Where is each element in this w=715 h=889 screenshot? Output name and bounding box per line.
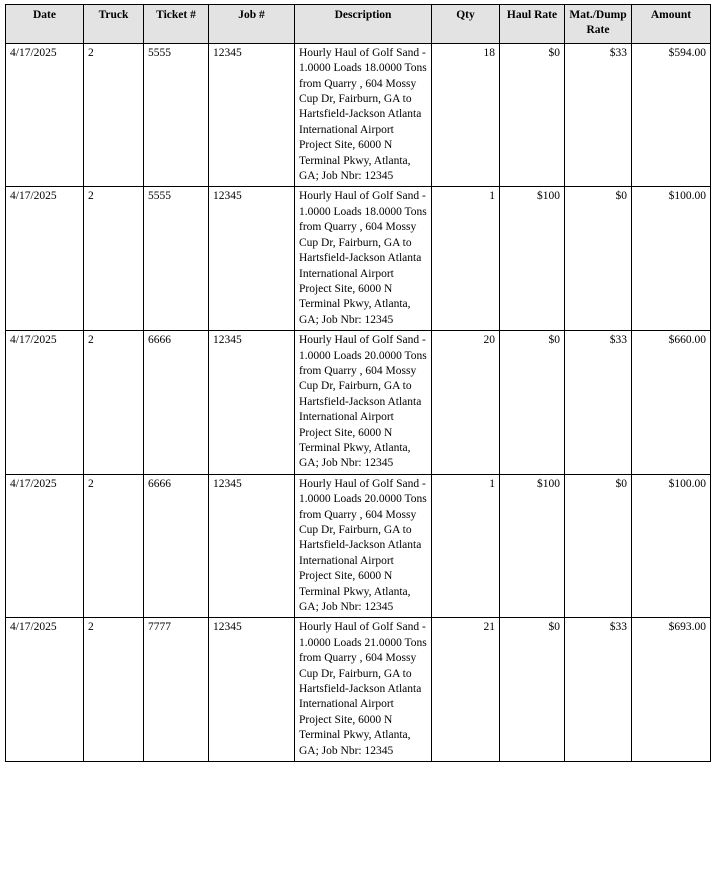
cell-amount: $100.00 (632, 187, 711, 331)
cell-truck: 2 (84, 618, 144, 762)
cell-mat-dump-rate: $0 (565, 474, 632, 618)
cell-description: Hourly Haul of Golf Sand - 1.0000 Loads 18.0000 Tons from Quarry , 604 Mossy Cup Dr, Fairburn, GA to Hartsfield-Jackson Atlanta International Airport Project Site, 6000 N Terminal Pkwy, Atlanta, GA; Job Nbr: 12345 (295, 187, 432, 331)
cell-description: Hourly Haul of Golf Sand - 1.0000 Loads 18.0000 Tons from Quarry , 604 Mossy Cup Dr, Fairburn, GA to Hartsfield-Jackson Atlanta International Airport Project Site, 6000 N Terminal Pkwy, Atlanta, GA; Job Nbr: 12345 (295, 43, 432, 187)
table-body (6, 43, 711, 761)
cell-haul-rate: $100 (500, 187, 565, 331)
column-header-amount[interactable]: Amount (632, 5, 711, 44)
cell-ticket: 7777 (144, 618, 209, 762)
cell-amount: $100.00 (632, 474, 711, 618)
cell-haul-rate: $100 (500, 474, 565, 618)
table-row[interactable] (6, 618, 711, 762)
cell-ticket: 5555 (144, 43, 209, 187)
table-row[interactable] (6, 474, 711, 618)
cell-job: 12345 (209, 474, 295, 618)
cell-amount: $660.00 (632, 331, 711, 475)
cell-mat-dump-rate: $0 (565, 187, 632, 331)
cell-qty: 1 (432, 474, 500, 618)
cell-truck: 2 (84, 43, 144, 187)
cell-mat-dump-rate: $33 (565, 618, 632, 762)
column-header-qty[interactable]: Qty (432, 5, 500, 44)
cell-date: 4/17/2025 (6, 187, 84, 331)
cell-description: Hourly Haul of Golf Sand - 1.0000 Loads 21.0000 Tons from Quarry , 604 Mossy Cup Dr, Fairburn, GA to Hartsfield-Jackson Atlanta International Airport Project Site, 6000 N Terminal Pkwy, Atlanta, GA; Job Nbr: 12345 (295, 618, 432, 762)
cell-description: Hourly Haul of Golf Sand - 1.0000 Loads 20.0000 Tons from Quarry , 604 Mossy Cup Dr, Fairburn, GA to Hartsfield-Jackson Atlanta International Airport Project Site, 6000 N Terminal Pkwy, Atlanta, GA; Job Nbr: 12345 (295, 331, 432, 475)
column-header-haul-rate[interactable]: Haul Rate (500, 5, 565, 44)
cell-haul-rate: $0 (500, 618, 565, 762)
cell-amount: $594.00 (632, 43, 711, 187)
cell-date: 4/17/2025 (6, 618, 84, 762)
cell-mat-dump-rate: $33 (565, 43, 632, 187)
table-row[interactable] (6, 43, 711, 187)
cell-qty: 21 (432, 618, 500, 762)
cell-ticket: 6666 (144, 331, 209, 475)
column-header-date[interactable]: Date (6, 5, 84, 44)
cell-qty: 18 (432, 43, 500, 187)
column-header-description[interactable]: Description (295, 5, 432, 44)
cell-job: 12345 (209, 187, 295, 331)
column-header-ticket[interactable]: Ticket # (144, 5, 209, 44)
cell-haul-rate: $0 (500, 43, 565, 187)
table-header-row (6, 5, 711, 44)
column-header-mat-dump-rate[interactable]: Mat./Dump Rate (565, 5, 632, 44)
haul-line-items-table (5, 4, 711, 762)
cell-date: 4/17/2025 (6, 474, 84, 618)
cell-job: 12345 (209, 331, 295, 475)
column-header-truck[interactable]: Truck (84, 5, 144, 44)
cell-qty: 1 (432, 187, 500, 331)
cell-date: 4/17/2025 (6, 43, 84, 187)
cell-ticket: 5555 (144, 187, 209, 331)
cell-description: Hourly Haul of Golf Sand - 1.0000 Loads 20.0000 Tons from Quarry , 604 Mossy Cup Dr, Fairburn, GA to Hartsfield-Jackson Atlanta International Airport Project Site, 6000 N Terminal Pkwy, Atlanta, GA; Job Nbr: 12345 (295, 474, 432, 618)
cell-job: 12345 (209, 43, 295, 187)
cell-amount: $693.00 (632, 618, 711, 762)
cell-truck: 2 (84, 187, 144, 331)
cell-mat-dump-rate: $33 (565, 331, 632, 475)
column-header-job[interactable]: Job # (209, 5, 295, 44)
cell-date: 4/17/2025 (6, 331, 84, 475)
table-row[interactable] (6, 187, 711, 331)
cell-ticket: 6666 (144, 474, 209, 618)
cell-truck: 2 (84, 474, 144, 618)
table-row[interactable] (6, 331, 711, 475)
cell-job: 12345 (209, 618, 295, 762)
cell-truck: 2 (84, 331, 144, 475)
cell-haul-rate: $0 (500, 331, 565, 475)
table-header (6, 5, 711, 44)
cell-qty: 20 (432, 331, 500, 475)
